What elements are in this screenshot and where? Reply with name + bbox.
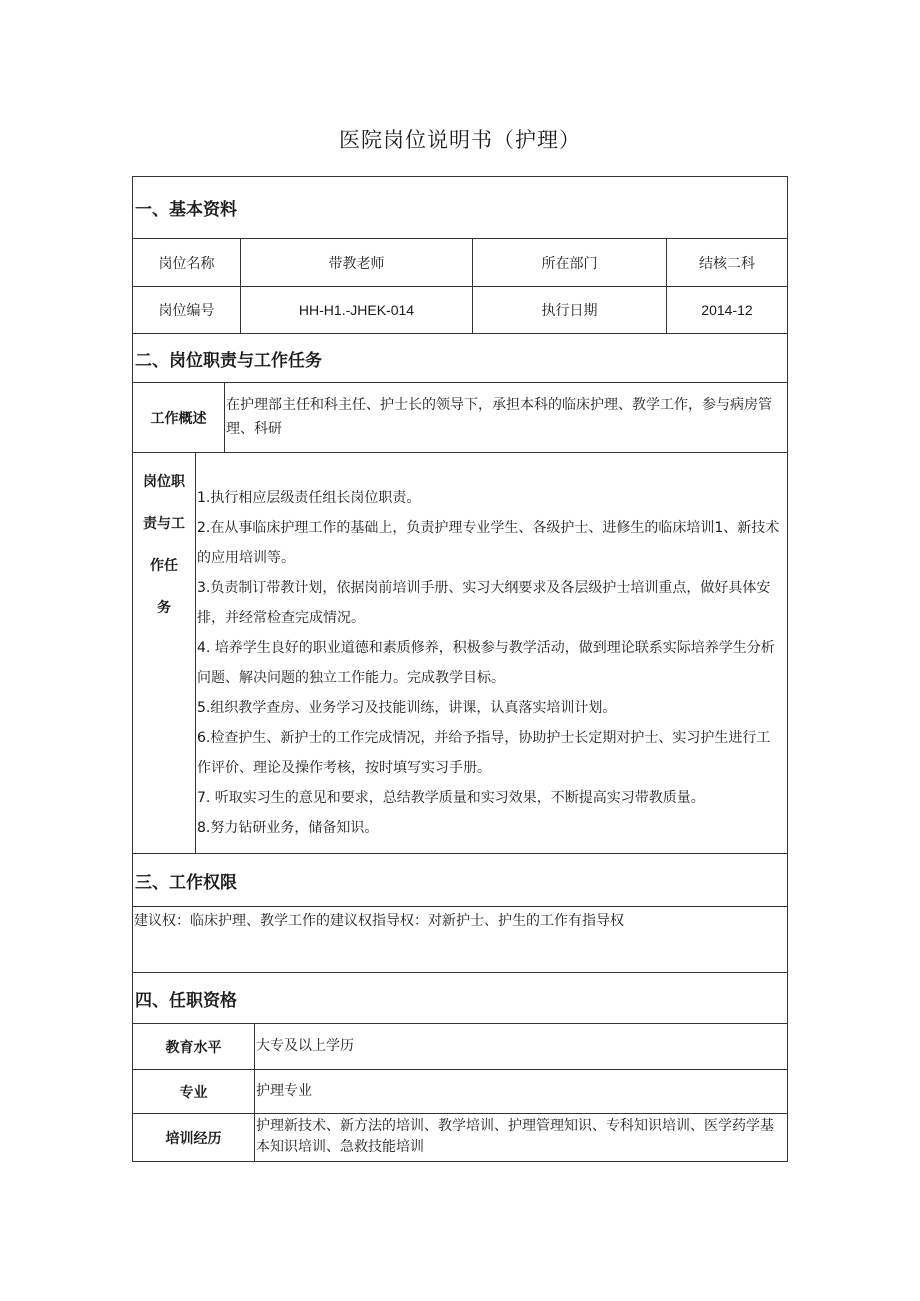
value-education: 大专及以上学历: [255, 1024, 787, 1070]
label-training: 培训经历: [133, 1114, 255, 1161]
label-duties-line: 责与工: [143, 516, 185, 532]
duty-item: 4. 培养学生良好的职业道德和素质修养，积极参与教学活动，做到理论联系实际培养学生分析问题、解决问题的独立工作能力。完成教学目标。: [197, 640, 775, 686]
duty-item: 2.在从事临床护理工作的基础上，负责护理专业学生、各级护士、进修生的临床培训1、新技术的应用培训等。: [197, 520, 780, 566]
value-position-code: HH-H1.-JHEK-014: [241, 287, 473, 334]
value-position-name: 带教老师: [241, 239, 473, 287]
label-effective-date: 执行日期: [473, 287, 667, 334]
value-effective-date: 2014-12: [667, 287, 787, 334]
label-duties-line: 岗位职: [143, 474, 185, 490]
page-title: 医院岗位说明书（护理）: [339, 128, 581, 152]
label-duties-line: 作任: [150, 558, 178, 574]
authority-text: 建议权：临床护理、教学工作的建议权指导权：对新护士、护生的工作有指导权: [133, 907, 787, 973]
label-duties-line: 务: [157, 600, 171, 616]
label-education: 教育水平: [133, 1024, 255, 1070]
duty-item: 6.检查护生、新护士的工作完成情况，并给予指导，协助护士长定期对护士、实习护生进行工作评价、理论及操作考核，按时填写实习手册。: [197, 730, 771, 776]
duty-item: 5.组织教学查房、业务学习及技能训练，讲课，认真落实培训计划。: [197, 700, 617, 716]
section-heading-qualifications: 四、任职资格: [133, 973, 787, 1024]
value-work-overview: 在护理部主任和科主任、护士长的领导下，承担本科的临床护理、教学工作，参与病房管理、科研: [225, 383, 787, 453]
section-heading-authority: 三、工作权限: [133, 854, 787, 907]
duties-list: [196, 453, 787, 854]
label-position-code: 岗位编号: [133, 287, 241, 334]
section-heading-duties: 二、岗位职责与工作任务: [133, 334, 787, 383]
section-heading-basic-info: 一、基本资料: [133, 177, 787, 239]
value-major: 护理专业: [255, 1070, 787, 1114]
value-department: 结核二科: [667, 239, 787, 287]
duty-item: 3.负责制订带教计划，依据岗前培训手册、实习大纲要求及各层级护士培训重点，做好具体安排，并经常检查完成情况。: [197, 580, 771, 626]
job-description-table: [132, 176, 788, 1162]
label-duties: [133, 453, 196, 854]
label-work-overview: 工作概述: [133, 383, 225, 453]
duty-item: 8.努力钻研业务，储备知识。: [197, 820, 379, 836]
duty-item: 7. 听取实习生的意见和要求，总结教学质量和实习效果，不断提高实习带教质量。: [197, 790, 705, 806]
value-training: 护理新技术、新方法的培训、教学培训、护理管理知识、专科知识培训、医学药学基本知识培训、急救技能培训: [256, 1118, 774, 1155]
label-department: 所在部门: [473, 239, 667, 287]
label-position-name: 岗位名称: [133, 239, 241, 287]
duty-item: 1.执行相应层级责任组长岗位职责。: [197, 490, 421, 506]
label-major: 专业: [133, 1070, 255, 1114]
